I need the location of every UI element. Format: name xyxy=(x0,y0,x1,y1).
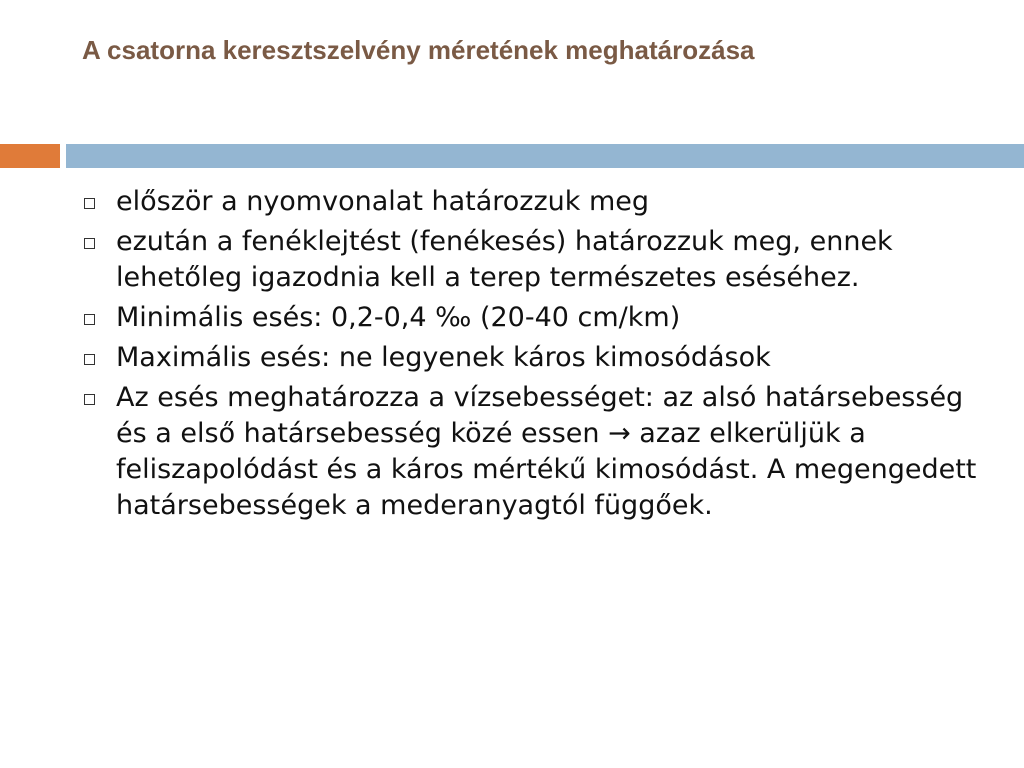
bullet-item xyxy=(80,340,980,376)
bullet-text: Maximális esés: ne legyenek káros kimosódások xyxy=(116,342,771,373)
bullet-text: először a nyomvonalat határozzuk meg xyxy=(116,186,650,217)
slide-title: A csatorna keresztszelvény méretének meghatározása xyxy=(82,35,755,65)
accent-bar-blue xyxy=(66,144,1024,168)
square-bullet-icon xyxy=(84,238,95,249)
bullet-text: Minimális esés: 0,2-0,4 ‰ (20-40 cm/km) xyxy=(116,302,681,333)
bullet-text: Az esés meghatározza a vízsebességet: az alsó határsebesség és a első határsebesség közé essen → azaz elkerüljük a feliszapolódást és a káros mértékű kimosódást. A megengedett határsebességek a mederanyagtól függőek. xyxy=(116,382,977,521)
bullet-list xyxy=(80,184,980,528)
square-bullet-icon xyxy=(84,354,95,365)
bullet-item xyxy=(80,300,980,336)
square-bullet-icon xyxy=(84,394,95,405)
square-bullet-icon xyxy=(84,198,95,209)
bullet-text: ezután a fenéklejtést (fenékesés) határozzuk meg, ennek lehetőleg igazodnia kell a terep természetes eséséhez. xyxy=(116,226,893,293)
square-bullet-icon xyxy=(84,314,95,325)
accent-bar-orange xyxy=(0,144,60,168)
bullet-item xyxy=(80,224,980,296)
bullet-item xyxy=(80,380,980,524)
bullet-item xyxy=(80,184,980,220)
